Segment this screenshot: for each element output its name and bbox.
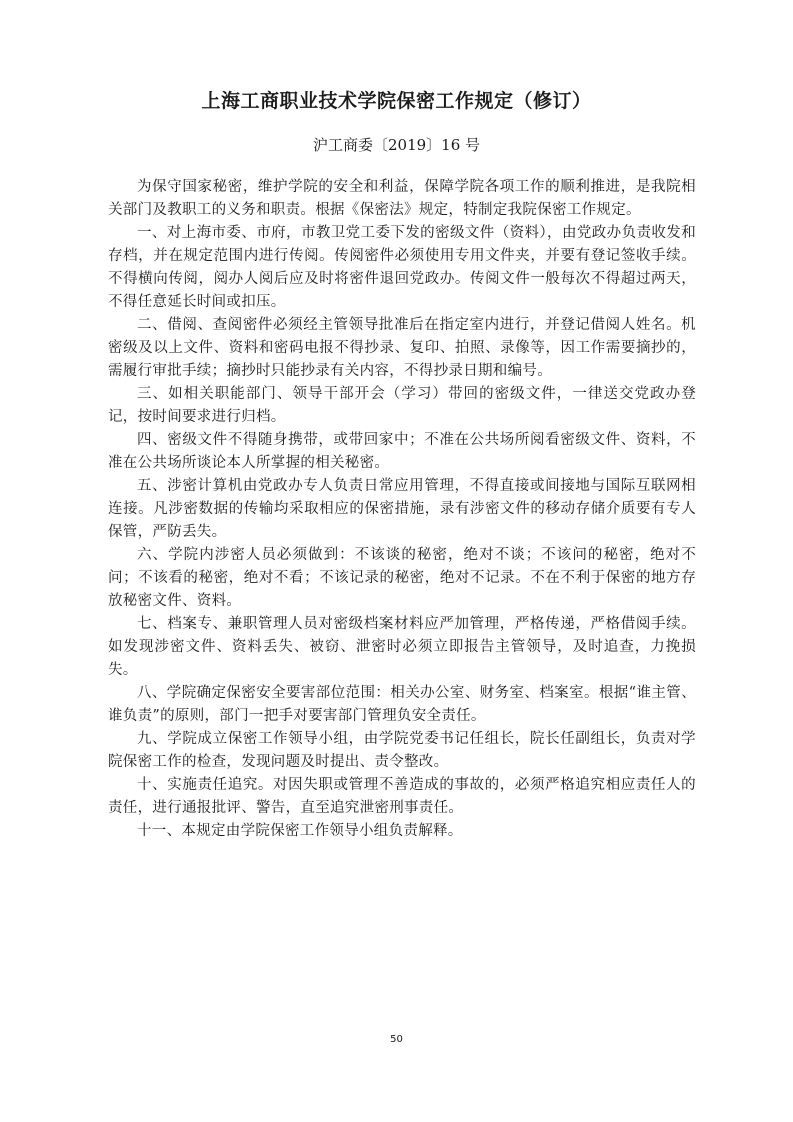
paragraph-article-10: 十、实施责任追究。对因失职或管理不善造成的事故的，必须严格追究相应责任人的责任，进行通报批评、警告，直至追究泄密刑事责任。: [108, 777, 696, 816]
paragraph-article-3: 三、如相关职能部门、领导干部开会（学习）带回的密级文件，一律送交党政办登记，按时间要求进行归档。: [108, 386, 696, 425]
paragraph-article-9: 九、学院成立保密工作领导小组，由学院党委书记任组长，院长任副组长，负责对学院保密工作的检查，发现问题及时提出、责令整改。: [108, 731, 696, 770]
paragraph-article-7: 七、档案专、兼职管理人员对密级档案材料应严加管理，严格传递，严格借阅手续。如发现涉密文件、资料丢失、被窃、泄密时必须立即报告主管领导，及时追查，力挽损失。: [108, 616, 696, 678]
document-body: [108, 176, 696, 843]
paragraph-article-2: 二、借阅、查阅密件必须经主管领导批准后在指定室内进行，并登记借阅人姓名。机密级及以上文件、资料和密码电报不得抄录、复印、拍照、录像等，因工作需要摘抄的，需履行审批手续；摘抄时只能抄录有关内容，不得抄录日期和编号。: [108, 317, 696, 379]
page-number: 50: [390, 1034, 403, 1045]
paragraph-article-11: 十一、本规定由学院保密工作领导小组负责解释。: [137, 823, 463, 839]
paragraph-article-4: 四、密级文件不得随身携带，或带回家中；不准在公共场所阅看密级文件、资料，不准在公共场所谈论本人所掌握的相关秘密。: [108, 432, 696, 471]
paragraph-article-5: 五、涉密计算机由党政办专人负责日常应用管理，不得直接或间接地与国际互联网相连接。凡涉密数据的传输均采取相应的保密措施，录有涉密文件的移动存储介质要有专人保管，严防丢失。: [108, 478, 696, 540]
paragraph-article-8: 八、学院确定保密安全要害部位范围：相关办公室、财务室、档案室。根据“谁主管、谁负责”的原则，部门一把手对要害部门管理负安全责任。: [108, 685, 696, 724]
page-title: 上海工商职业技术学院保密工作规定（修订）: [201, 90, 592, 112]
paragraph-article-1: 一、对上海市委、市府，市教卫党工委下发的密级文件（资料），由党政办负责收发和存档，并在规定范围内进行传阅。传阅密件必须使用专用文件夹，并要有登记签收手续。不得横向传阅，阅办人阅后应及时将密件退回党政办。传阅文件一般每次不得超过两天，不得任意延长时间或扣压。: [108, 225, 696, 310]
paragraph-article-6: 六、学院内涉密人员必须做到：不该谈的秘密，绝对不谈；不该问的秘密，绝对不问；不该看的秘密，绝对不看；不该记录的秘密，绝对不记录。不在不利于保密的地方存放秘密文件、资料。: [108, 547, 696, 609]
document-number: 沪工商委〔2019〕16 号: [312, 136, 481, 154]
paragraph-intro: 为保守国家秘密，维护学院的安全和利益，保障学院各项工作的顺利推进，是我院相关部门及教职工的义务和职责。根据《保密法》规定，特制定我院保密工作规定。: [108, 179, 696, 218]
